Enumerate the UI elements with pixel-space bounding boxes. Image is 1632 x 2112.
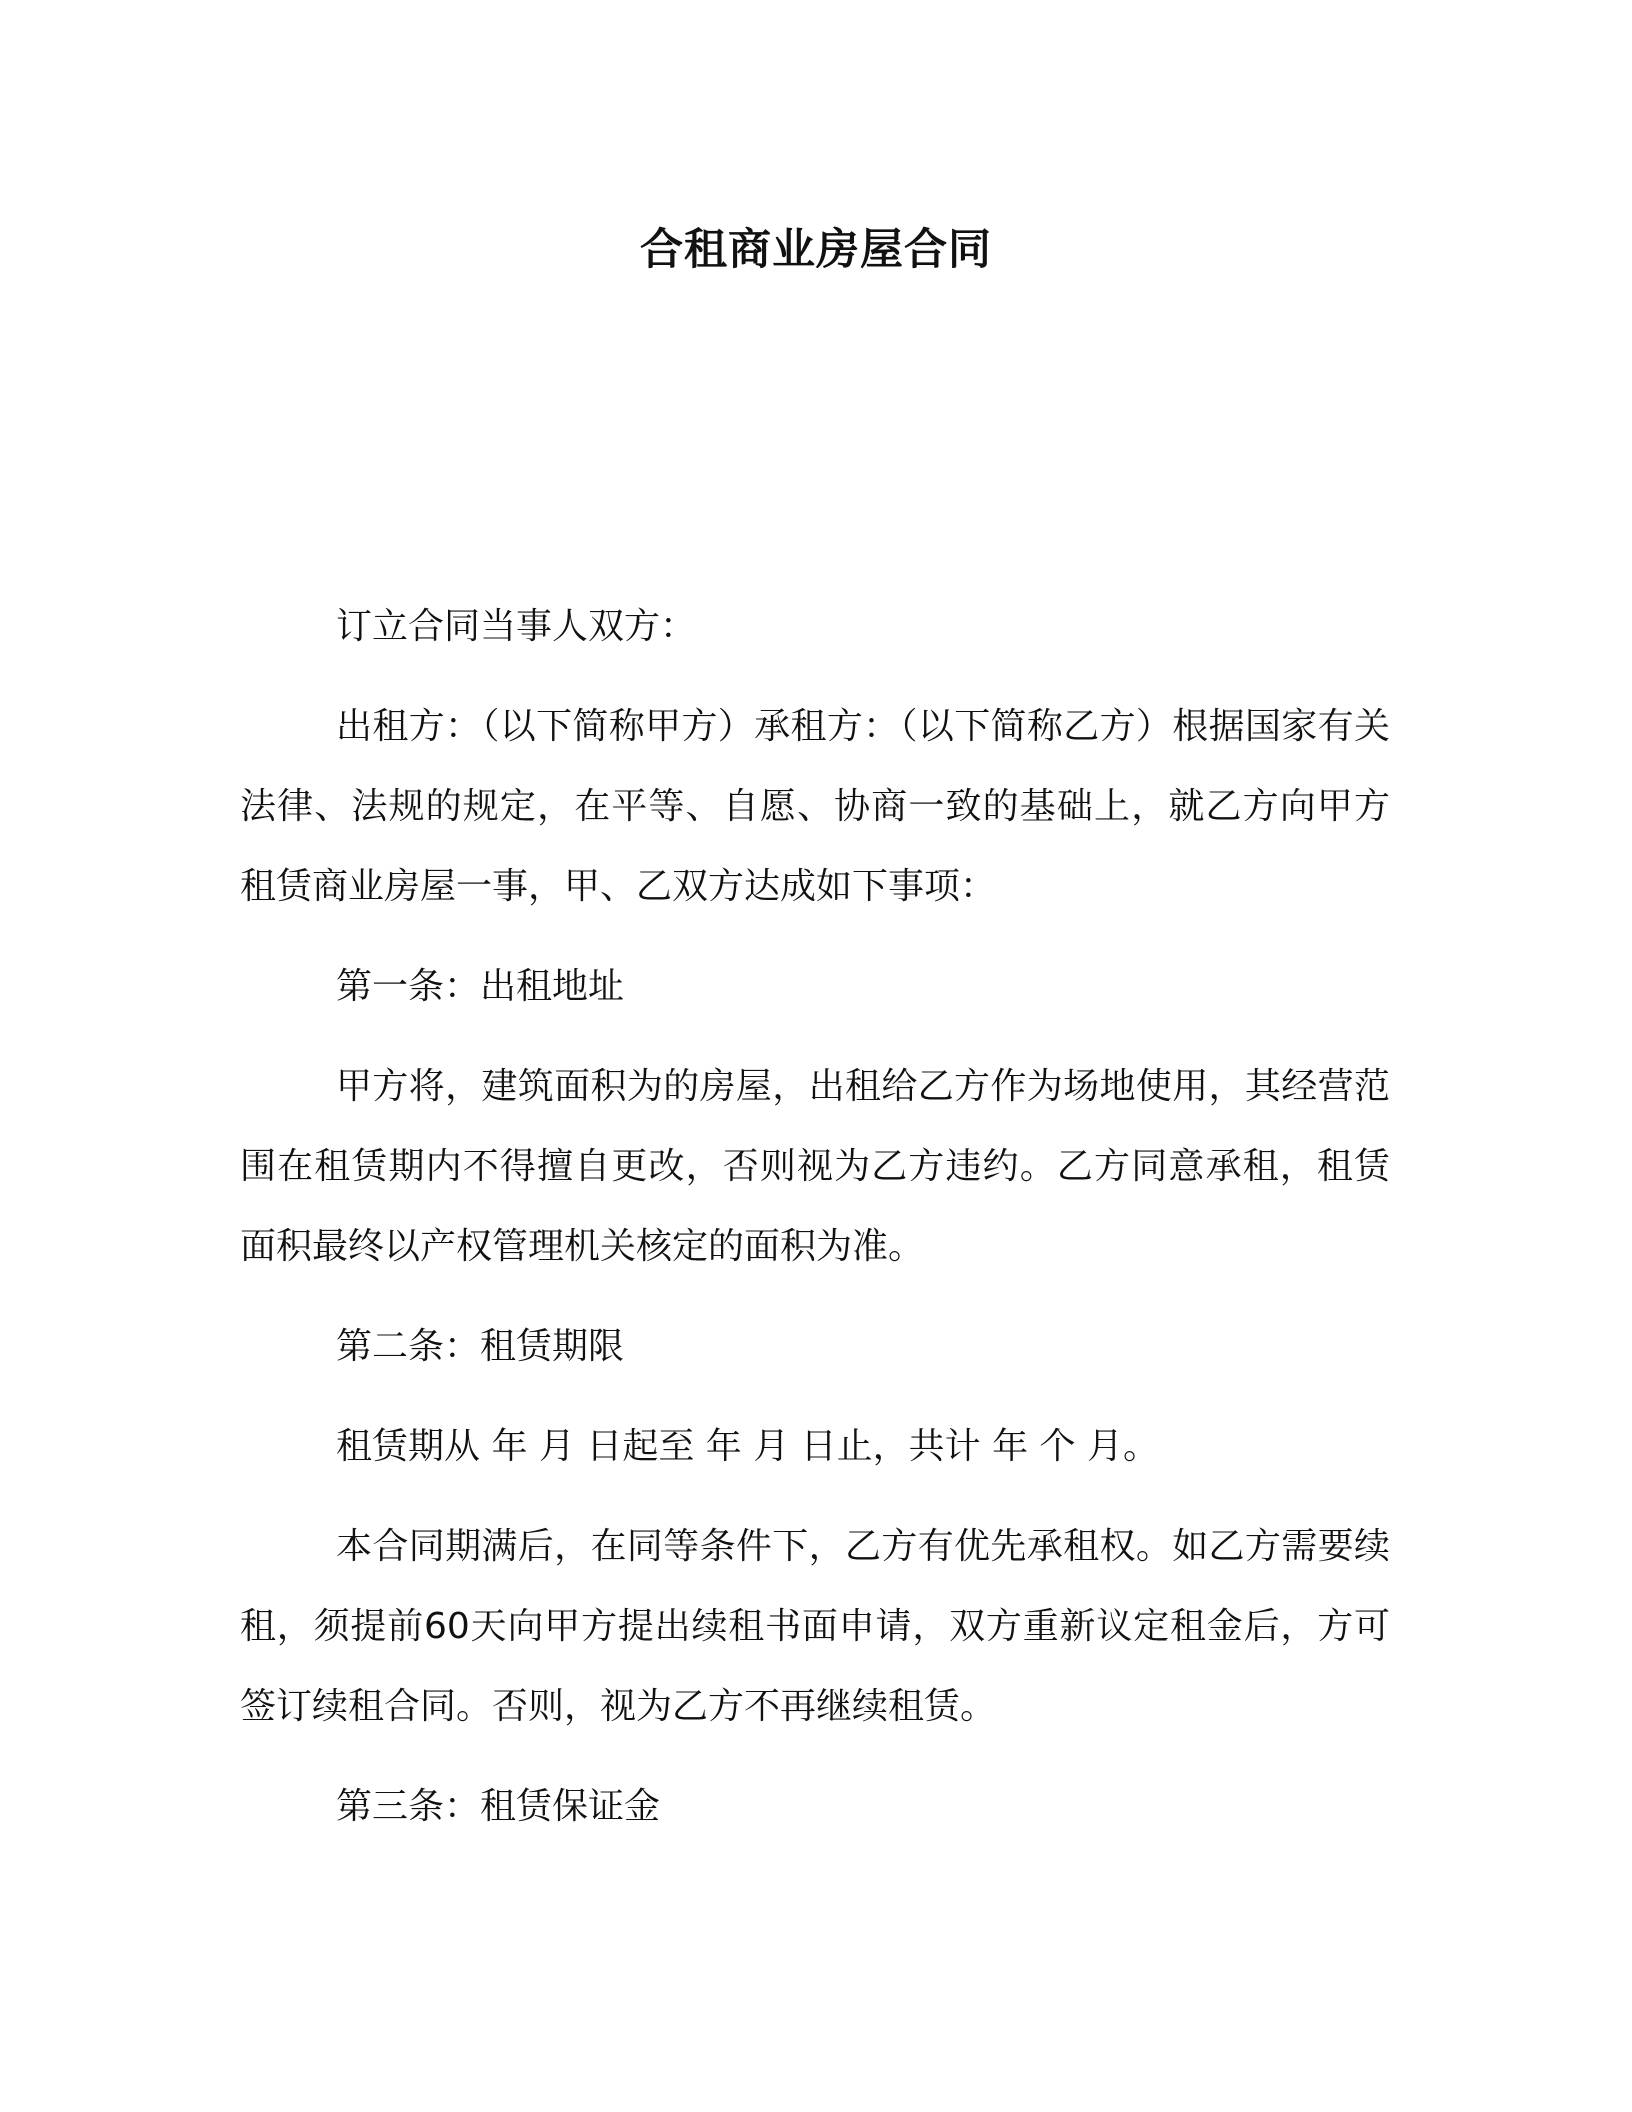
parties-paragraph: 出租方：（以下简称甲方）承租方：（以下简称乙方）根据国家有关法律、法规的规定，在平等、自愿、协商一致的基础上，就乙方向甲方租赁商业房屋一事，甲、乙双方达成如下事项： [240, 706, 1390, 907]
article-2-heading: 第二条：租赁期限 [336, 1326, 625, 1367]
article-1-text: 甲方将，建筑面积为的房屋，出租给乙方作为场地使用，其经营范围在租赁期内不得擅自更改，否则视为乙方违约。乙方同意承租，租赁面积最终以产权管理机关核定的面积为准。 [240, 1066, 1390, 1267]
lease-term-text: 租赁期从 年 月 日起至 年 月 日止，共计 年 个 月。 [336, 1426, 1159, 1467]
document-body [240, 587, 1390, 1867]
article-3-heading: 第三条：租赁保证金 [336, 1786, 661, 1827]
parties-intro: 订立合同当事人双方： [336, 606, 697, 647]
document-title: 合租商业房屋合同 [640, 225, 992, 275]
article-1-heading: 第一条：出租地址 [336, 966, 625, 1007]
renewal-text: 本合同期满后，在同等条件下，乙方有优先承租权。如乙方需要续租，须提前60天向甲方提出续租书面申请，双方重新议定租金后，方可签订续租合同。否则，视为乙方不再继续租赁。 [240, 1526, 1390, 1727]
